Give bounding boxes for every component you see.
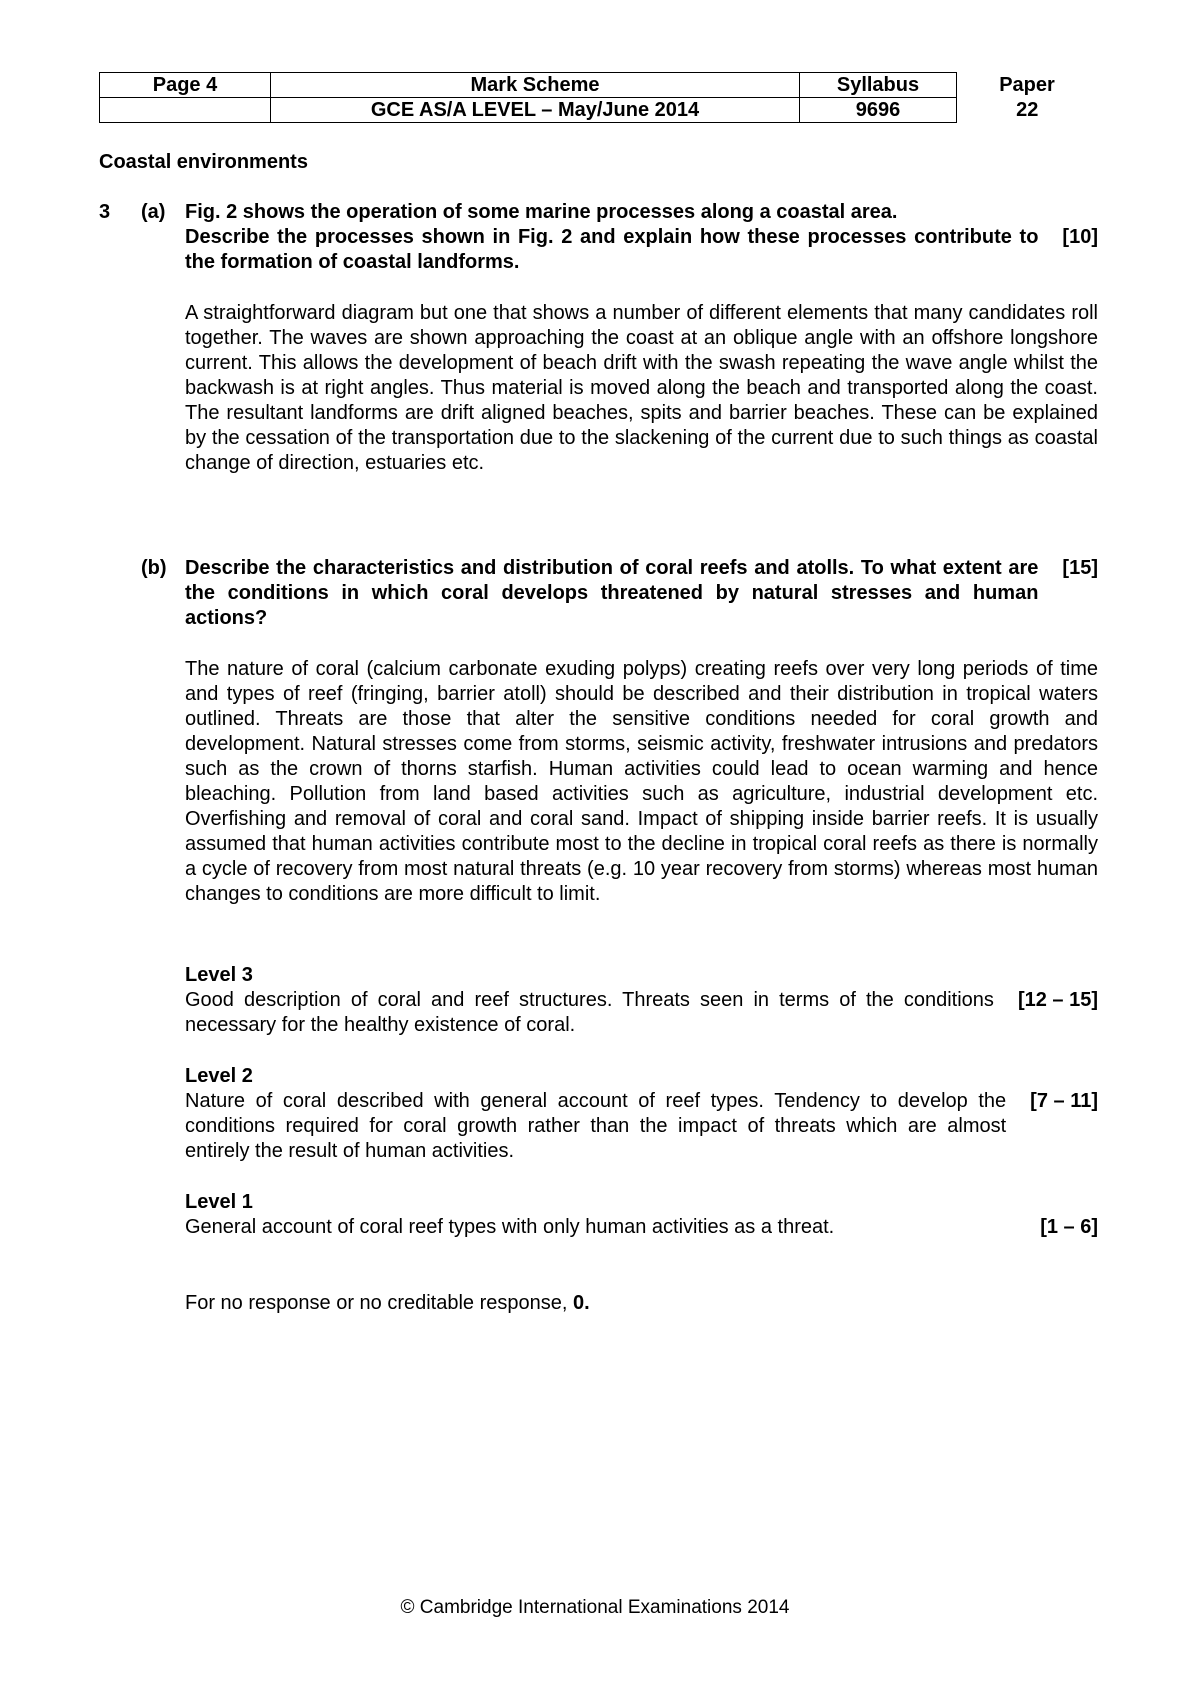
part-a-question-line1: Fig. 2 shows the operation of some marine processes along a coastal area. (185, 201, 898, 223)
part-a-answer: A straightforward diagram but one that shows a number of different elements that many candidates roll together. The waves are shown approaching the coast at an oblique angle with an offshore longshore current. This allows the development of beach drift with the swash repeating the wave angle whilst the backwash is at right angles. Thus material is moved along the beach and transported along the coast. The resultant landforms are drift aligned beaches, spits and barrier beaches. These can be explained by the cessation of the transportation due to the slackening of the current due to such things as coastal change of direction, estuaries etc. (185, 302, 1098, 474)
part-b-answer: The nature of coral (calcium carbonate exuding polyps) creating reefs over very long periods of time and types of reef (fringing, barrier atoll) should be described and their distribution in tropical waters outlined. Threats are those that alter the sensitive conditions needed for coral growth and development. Natural stresses come from storms, seismic activity, freshwater intrusions and predators such as the crown of thorns starfish. Human activities could lead to ocean warming and hence bleaching. Pollution from land based activities such as agriculture, industrial development etc. Overfishing and removal of coral and coral sand. Impact of shipping inside barrier reefs. It is usually assumed that human activities contribute most to the decline in tropical coral reefs as there is normally a cycle of recovery from most natural threats (e.g. 10 year recovery from storms) whereas most human changes to conditions are more difficult to limit. (185, 658, 1098, 905)
header-empty-cell (100, 98, 271, 123)
part-a-marks: [10] (1062, 226, 1098, 248)
level-2-marks: [7 – 11] (1030, 1090, 1098, 1112)
level-3-title: Level 3 (185, 964, 253, 986)
page-number: Page 4 (100, 73, 271, 98)
part-a-question (185, 200, 1098, 275)
level-3-marks: [12 – 15] (1017, 989, 1098, 1011)
question-number: 3 (99, 201, 111, 223)
header-table (99, 72, 1098, 123)
level-1-row (185, 1215, 1098, 1240)
level-3-text: Good description of coral and reef structures. Threats seen in terms of the conditions necessary for the healthy existence of coral. (185, 989, 994, 1036)
part-a-question-row (185, 225, 1098, 275)
part-a-question-line2: Describe the processes shown in Fig. 2 and explain how these processes contribute to the formation of coastal landforms. (185, 226, 1039, 273)
exam-name: GCE AS/A LEVEL – May/June 2014 (271, 98, 800, 123)
syllabus-code: 9696 (800, 98, 957, 123)
level-3-row (185, 988, 1098, 1038)
level-2 (185, 1064, 1098, 1164)
document-title: Mark Scheme (271, 73, 800, 98)
part-b-question-row (185, 556, 1098, 631)
paper-label: Paper (999, 74, 1055, 96)
no-response-text: For no response or no creditable response, (185, 1292, 573, 1314)
level-2-title: Level 2 (185, 1065, 253, 1087)
level-1-marks: [1 – 6] (1040, 1216, 1098, 1238)
syllabus-label: Syllabus (800, 73, 957, 98)
copyright-footer: © Cambridge International Examinations 2014 (400, 1597, 790, 1618)
level-1-title: Level 1 (185, 1191, 253, 1213)
level-1 (185, 1190, 1098, 1240)
part-b-question: Describe the characteristics and distribution of coral reefs and atolls. To what extent are the conditions in which coral develops threatened by natural stresses and human actions? (185, 557, 1039, 629)
level-1-text: General account of coral reef types with only human activities as a threat. (185, 1216, 835, 1238)
section-title: Coastal environments (99, 151, 308, 173)
part-a-label: (a) (141, 201, 166, 223)
part-b-label: (b) (141, 557, 167, 579)
paper-number: 22 (1016, 99, 1039, 121)
level-2-text: Nature of coral described with general account of reef types. Tendency to develop the conditions required for coral growth rather than the impact of threats which are almost entirely the result of human activities. (185, 1090, 1007, 1162)
no-response-note (185, 1291, 1098, 1316)
level-2-row (185, 1089, 1098, 1164)
level-3 (185, 963, 1098, 1038)
no-response-value: 0. (573, 1292, 590, 1314)
part-b-marks: [15] (1062, 557, 1098, 579)
